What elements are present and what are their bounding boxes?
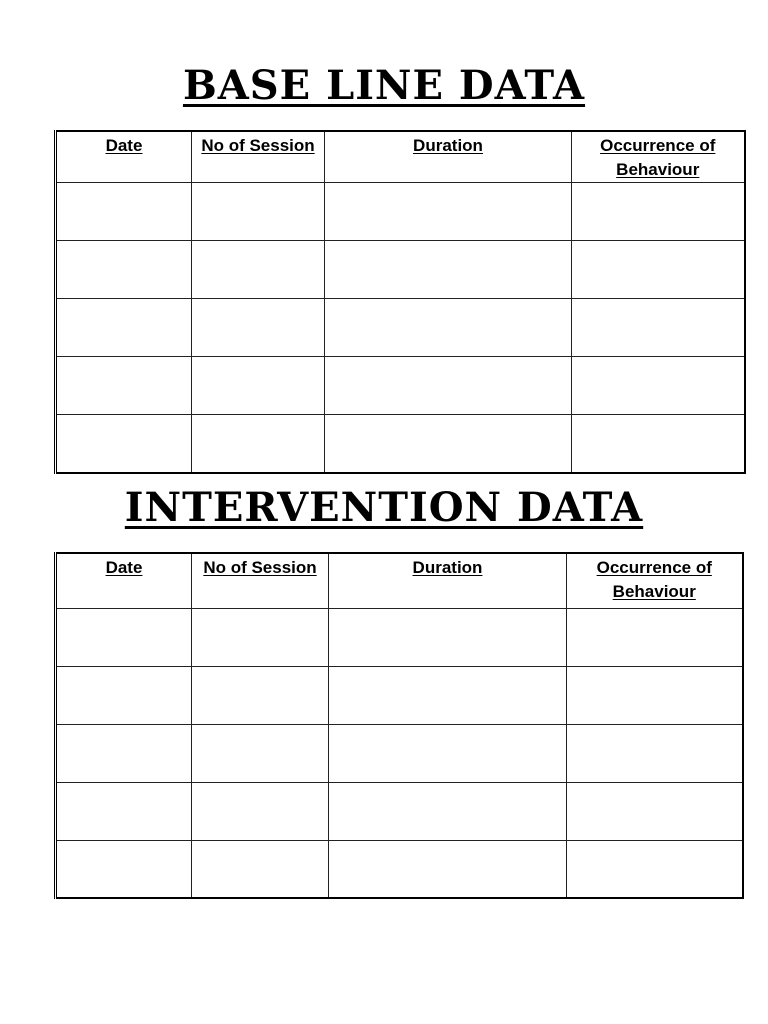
- duration-cell[interactable]: [329, 840, 567, 898]
- date-cell[interactable]: [56, 357, 192, 415]
- table-row: [56, 415, 745, 473]
- duration-cell[interactable]: [325, 183, 572, 241]
- header-date: Date: [56, 553, 192, 608]
- date-cell[interactable]: [56, 666, 192, 724]
- duration-cell[interactable]: [325, 415, 572, 473]
- session-cell[interactable]: [192, 415, 325, 473]
- occurrence-cell[interactable]: [567, 724, 743, 782]
- occurrence-cell[interactable]: [572, 241, 745, 299]
- occurrence-cell[interactable]: [567, 840, 743, 898]
- header-row: [56, 131, 745, 183]
- table-row: [56, 183, 745, 241]
- date-cell[interactable]: [56, 415, 192, 473]
- duration-cell[interactable]: [329, 782, 567, 840]
- duration-cell[interactable]: [329, 608, 567, 666]
- session-cell[interactable]: [192, 840, 329, 898]
- date-cell[interactable]: [56, 183, 192, 241]
- table-row: [56, 724, 743, 782]
- baseline-title: BASE LINE DATA: [182, 62, 586, 109]
- duration-cell[interactable]: [329, 666, 567, 724]
- date-cell[interactable]: [56, 608, 192, 666]
- intervention-title: INTERVENTION DATA: [124, 484, 644, 531]
- session-cell[interactable]: [192, 299, 325, 357]
- table-row: [56, 666, 743, 724]
- duration-cell[interactable]: [329, 724, 567, 782]
- header-duration: Duration: [329, 553, 567, 608]
- date-cell[interactable]: [56, 782, 192, 840]
- date-cell[interactable]: [56, 299, 192, 357]
- header-session: No of Session: [192, 553, 329, 608]
- occurrence-cell[interactable]: [572, 357, 745, 415]
- table-row: [56, 782, 743, 840]
- session-cell[interactable]: [192, 357, 325, 415]
- header-row: [56, 553, 743, 608]
- duration-cell[interactable]: [325, 299, 572, 357]
- occurrence-cell[interactable]: [567, 608, 743, 666]
- occurrence-cell[interactable]: [572, 183, 745, 241]
- header-occurrence: Occurrence of Behaviour: [567, 553, 743, 608]
- header-session: No of Session: [192, 131, 325, 183]
- occurrence-cell[interactable]: [572, 299, 745, 357]
- intervention-table: [54, 552, 744, 899]
- baseline-table: [54, 130, 746, 474]
- occurrence-cell[interactable]: [572, 415, 745, 473]
- date-cell[interactable]: [56, 724, 192, 782]
- duration-cell[interactable]: [325, 241, 572, 299]
- session-cell[interactable]: [192, 608, 329, 666]
- table-row: [56, 357, 745, 415]
- header-occurrence: Occurrence of Behaviour: [572, 131, 745, 183]
- table-row: [56, 299, 745, 357]
- session-cell[interactable]: [192, 724, 329, 782]
- date-cell[interactable]: [56, 241, 192, 299]
- date-cell[interactable]: [56, 840, 192, 898]
- occurrence-cell[interactable]: [567, 782, 743, 840]
- session-cell[interactable]: [192, 241, 325, 299]
- header-duration: Duration: [325, 131, 572, 183]
- session-cell[interactable]: [192, 183, 325, 241]
- occurrence-cell[interactable]: [567, 666, 743, 724]
- table-row: [56, 840, 743, 898]
- header-date: Date: [56, 131, 192, 183]
- session-cell[interactable]: [192, 782, 329, 840]
- table-row: [56, 241, 745, 299]
- table-row: [56, 608, 743, 666]
- duration-cell[interactable]: [325, 357, 572, 415]
- session-cell[interactable]: [192, 666, 329, 724]
